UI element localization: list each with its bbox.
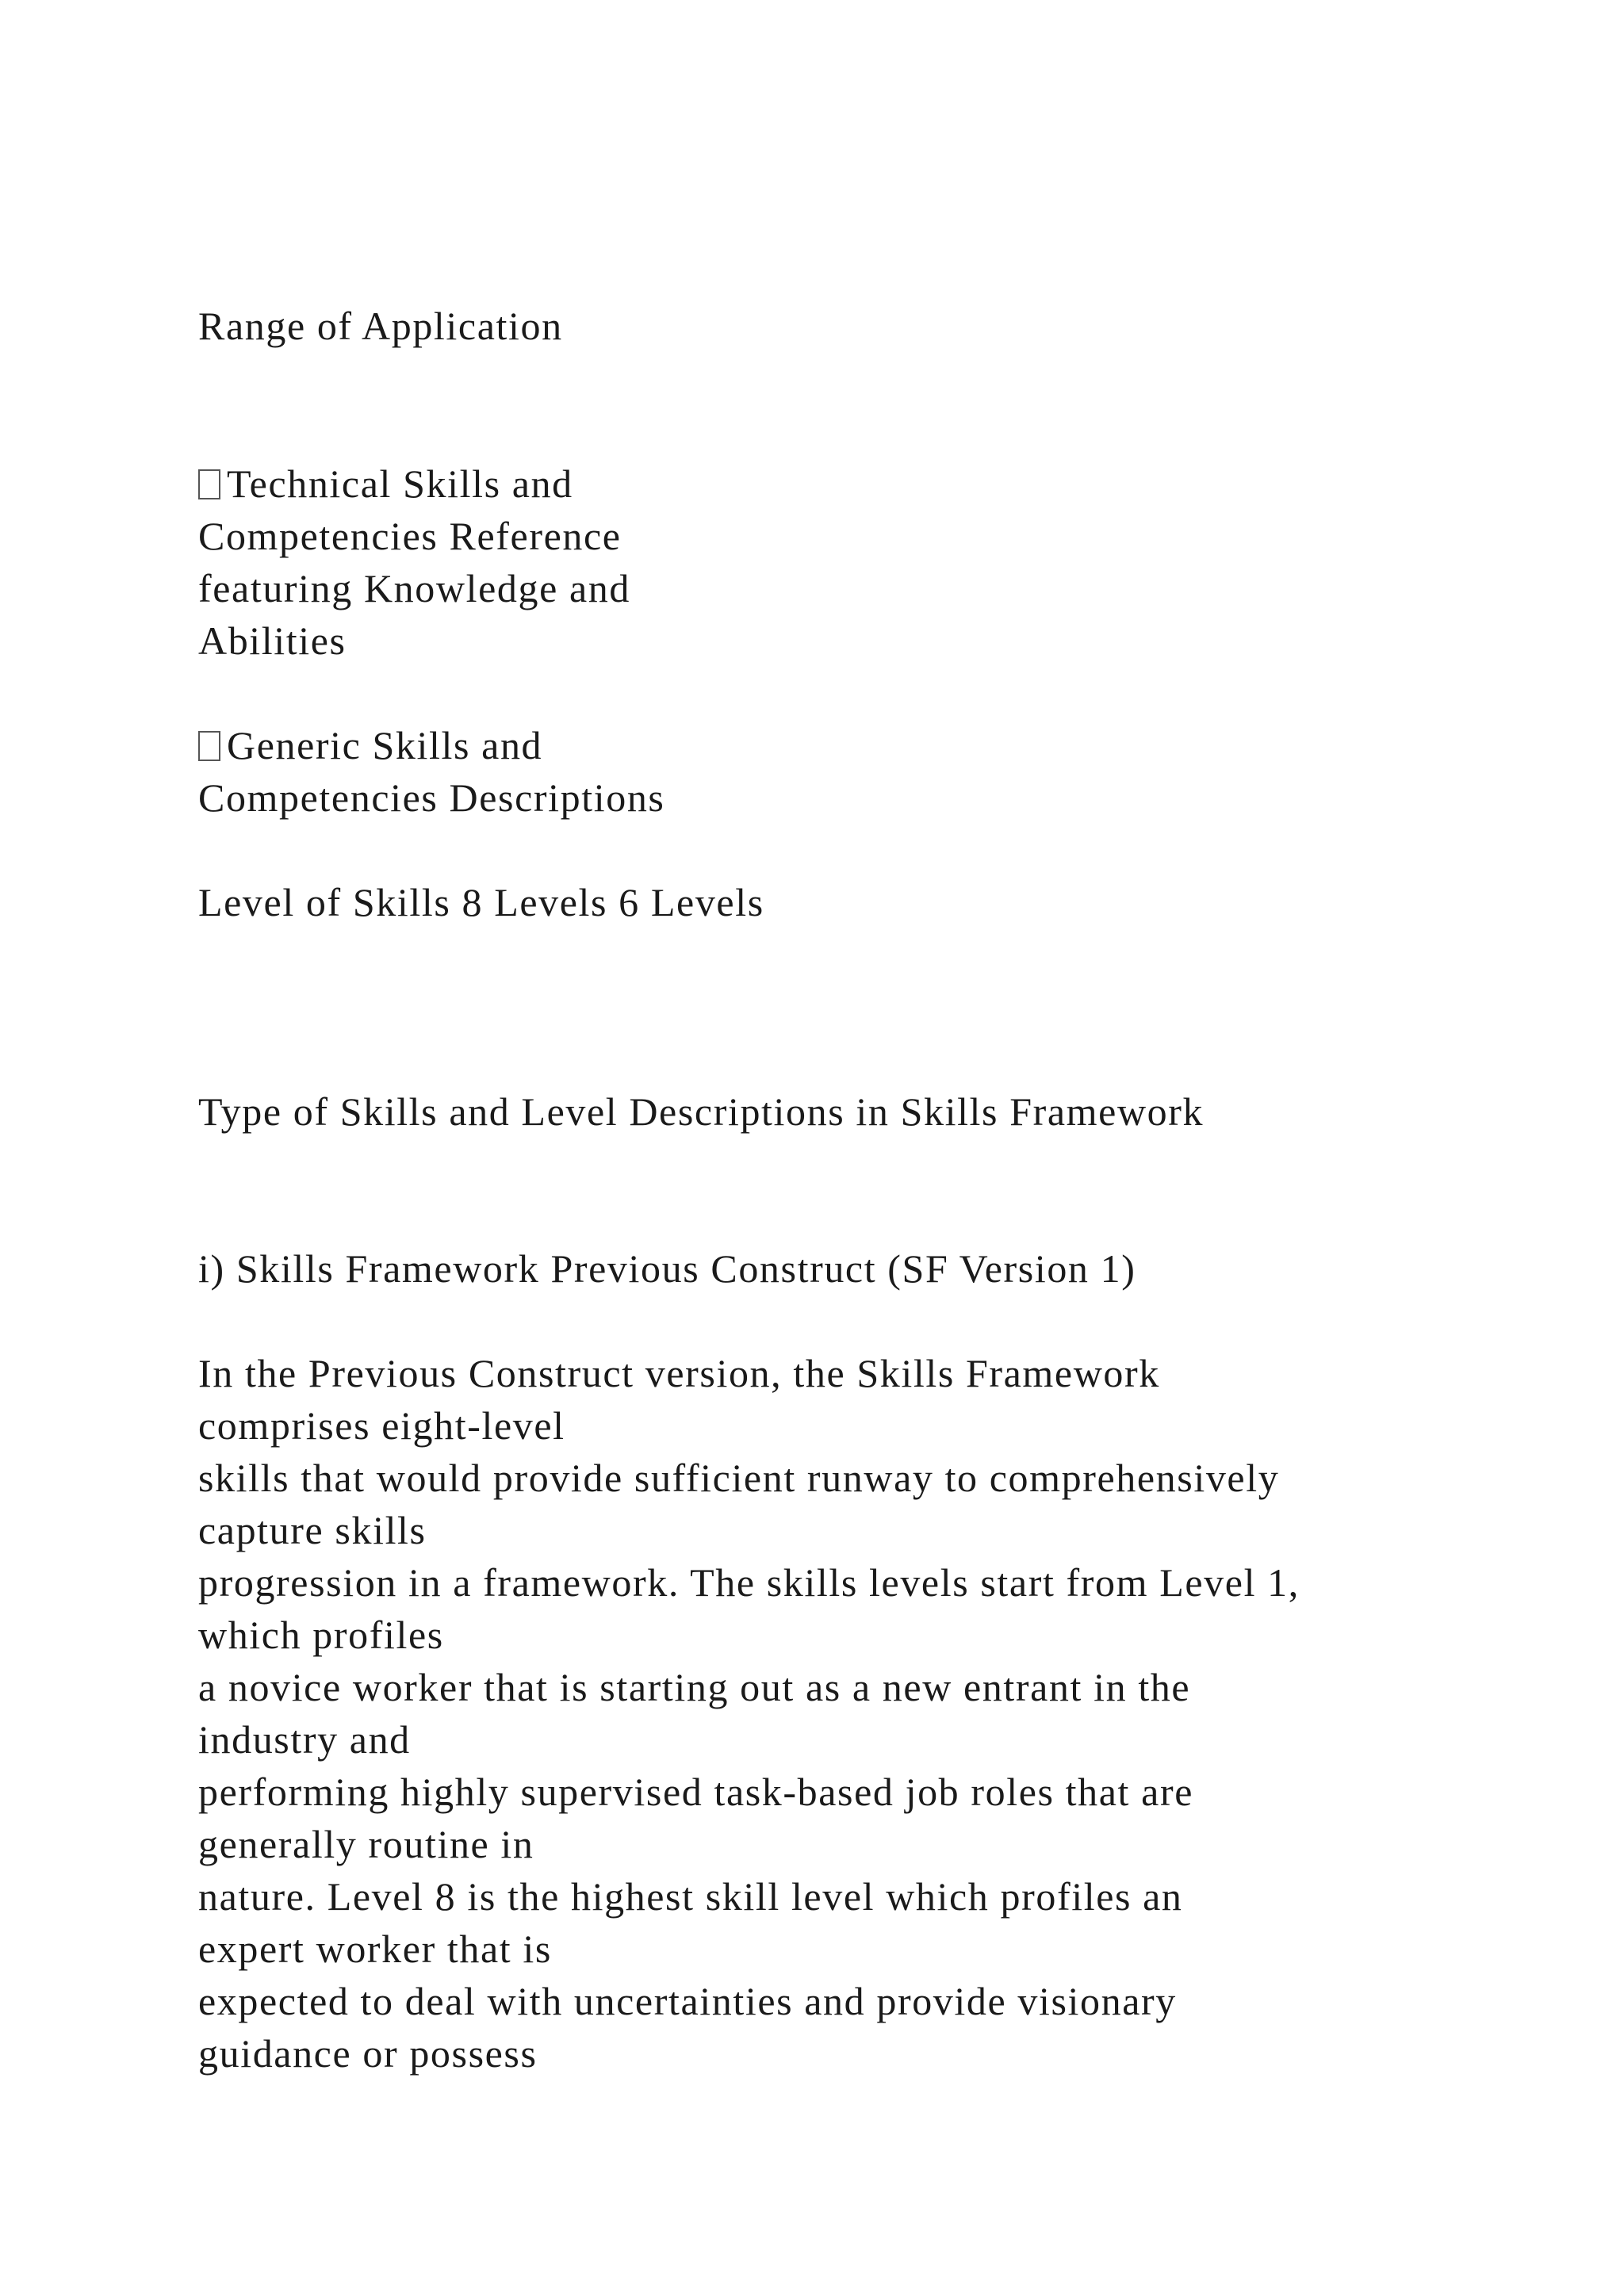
paragraph-line: generally routine in <box>198 1822 534 1866</box>
paragraph-line: guidance or possess <box>198 2031 538 2076</box>
paragraph-line: performing highly supervised task-based job roles that are <box>198 1770 1193 1814</box>
missing-glyph-bullet-icon <box>198 469 220 499</box>
paragraph-line: capture skills <box>198 1508 427 1552</box>
bullet-generic-line-2: Competencies Descriptions <box>198 775 665 820</box>
bullet-technical-text-1: Technical Skills and <box>227 461 573 506</box>
subsection-heading: i) Skills Framework Previous Construct (SF Version 1) <box>198 1246 1136 1291</box>
bullet-technical-line-2: Competencies Reference <box>198 514 622 558</box>
paragraph-line: comprises eight-level <box>198 1403 565 1448</box>
bullet-generic-text-1: Generic Skills and <box>227 723 543 767</box>
section-heading: Type of Skills and Level Descriptions in Skills Framework <box>198 1089 1205 1134</box>
bullet-generic-line-1 <box>198 719 542 771</box>
paragraph-line: nature. Level 8 is the highest skill level which profiles an <box>198 1874 1183 1919</box>
paragraph-line: skills that would provide sufficient runway to comprehensively <box>198 1456 1280 1500</box>
paragraph-line: In the Previous Construct version, the Skills Framework <box>198 1351 1160 1395</box>
bullet-technical-line-1 <box>198 457 573 510</box>
level-of-skills-row: Level of Skills 8 Levels 6 Levels <box>198 880 764 924</box>
bullet-technical-line-4: Abilities <box>198 618 347 663</box>
paragraph-line: industry and <box>198 1717 411 1762</box>
missing-glyph-bullet-icon <box>198 731 220 761</box>
paragraph-line: progression in a framework. The skills levels start from Level 1, <box>198 1560 1300 1605</box>
bullet-technical-line-3: featuring Knowledge and <box>198 566 630 610</box>
paragraph-line: expert worker that is <box>198 1927 552 1971</box>
paragraph-line: expected to deal with uncertainties and provide visionary <box>198 1979 1177 2023</box>
range-of-application-heading: Range of Application <box>198 304 563 348</box>
paragraph-line: which profiles <box>198 1613 444 1657</box>
paragraph-line: a novice worker that is starting out as a new entrant in the <box>198 1665 1191 1709</box>
